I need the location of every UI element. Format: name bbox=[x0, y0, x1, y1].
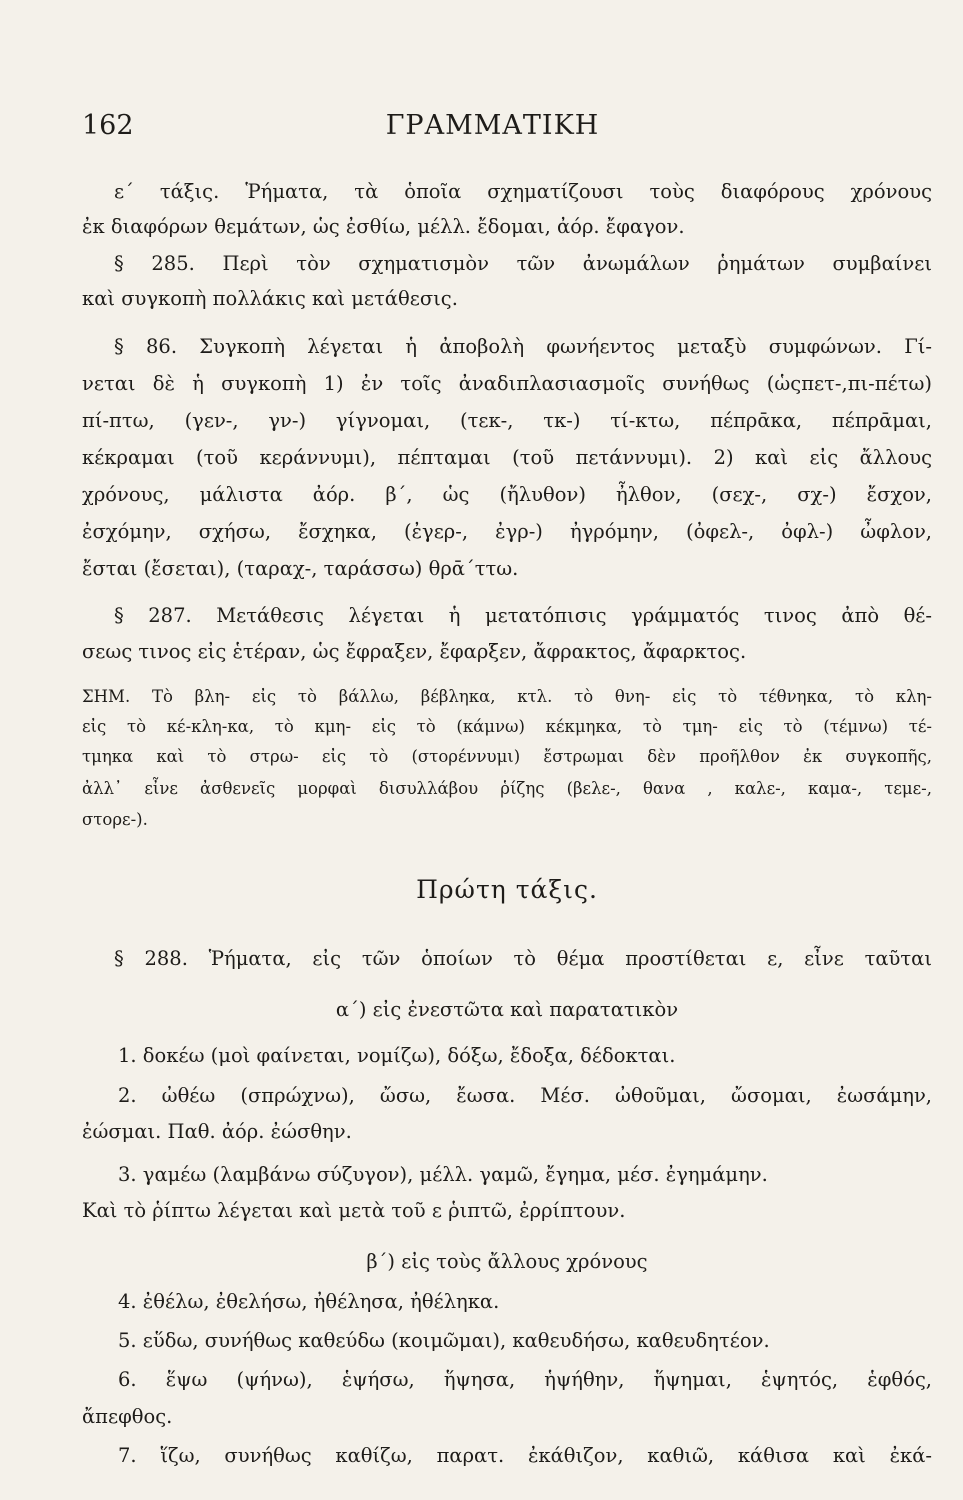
list-item: 3. γαμέω (λαμβάνω σύζυγον), μέλλ. γαμῶ, ἔγημα, μέσ. ἐγημάμην. bbox=[118, 1163, 768, 1186]
list-item: 7. ἵζω, συνήθως καθίζω, παρατ. ἐκάθιζον, καθιῶ, κάθισα καὶ ἐκά- bbox=[118, 1444, 932, 1467]
text-line: Καὶ τὸ ῥίπτω λέγεται καὶ μετὰ τοῦ ε ῥιπτῶ, ἐρρίπτουν. bbox=[82, 1199, 626, 1222]
note-line: στορε-). bbox=[82, 810, 148, 829]
list-item: 4. ἐθέλω, ἐθελήσω, ἠθέλησα, ἠθέληκα. bbox=[118, 1290, 500, 1313]
text-line: ἐσχόμην, σχήσω, ἔσχηκα, (ἐγερ-, ἐγρ-) ἠγρόμην, (ὀφελ-, ὀφλ-) ὦφλον, bbox=[82, 520, 932, 543]
text-line: ε´ τάξις. Ῥήματα, τὰ ὁποῖα σχηματίζουσι τοὺς διαφόρους χρόνους bbox=[114, 180, 932, 203]
text-line: ἄπεφθος. bbox=[82, 1405, 173, 1428]
text-line: κέκραμαι (τοῦ κεράννυμι), πέπταμαι (τοῦ πετάννυμι). 2) καὶ εἰς ἄλλους bbox=[82, 446, 932, 469]
text-line: σεως τινος εἰς ἑτέραν, ὡς ἔφραξεν, ἔφαρξεν, ἄφρακτος, ἄφαρκτος. bbox=[82, 640, 747, 663]
list-item: 5. εὕδω, συνήθως καθεύδω (κοιμῶμαι), καθευδήσω, καθευδητέον. bbox=[118, 1329, 770, 1352]
text-line: ἐώσμαι. Παθ. ἀόρ. ἐώσθην. bbox=[82, 1120, 352, 1143]
list-item: 1. δοκέω (μοὶ φαίνεται, νομίζω), δόξω, ἔδοξα, δέδοκται. bbox=[118, 1044, 676, 1067]
note-line: ΣΗΜ. Τὸ βλη- εἰς τὸ βάλλω, βέβληκα, κτλ. τὸ θνη- εἰς τὸ τέθνηκα, τὸ κλη- bbox=[82, 687, 932, 706]
running-header bbox=[82, 110, 903, 150]
note-line: ἀλλ᾽ εἶνε ἀσθενεῖς μορφαὶ δισυλλάβου ῥίζης (βελε-, θανα , καλε-, καμα-, τεμε-, bbox=[82, 779, 932, 798]
text-line: § 287. Μετάθεσις λέγεται ἡ μετατόπισις γράμματός τινος ἀπὸ θέ- bbox=[114, 604, 932, 627]
note-line: τμηκα καὶ τὸ στρω- εἰς τὸ (στορέννυμι) ἔστρωμαι δὲν προῆλθον ἐκ συγκοπῆς, bbox=[82, 747, 932, 766]
subsection-heading: α´) εἰς ἐνεστῶτα καὶ παρατατικὸν bbox=[335, 998, 679, 1021]
text-line: ἐκ διαφόρων θεμάτων, ὡς ἐσθίω, μέλλ. ἔδομαι, ἀόρ. ἔφαγον. bbox=[82, 215, 685, 238]
text-line: ἔσται (ἔσεται), (ταραχ-, ταράσσω) θρᾱ´ττω. bbox=[82, 557, 519, 580]
text-line: § 86. Συγκοπὴ λέγεται ἡ ἀποβολὴ φωνήεντος μεταξὺ συμφώνων. Γί- bbox=[114, 335, 932, 358]
text-line: πί-πτω, (γεν-, γν-) γίγνομαι, (τεκ-, τκ-) τί-κτω, πέπρᾱκα, πέπρᾱμαι, bbox=[82, 409, 932, 432]
list-item: 6. ἕψω (ψήνω), ἑψήσω, ἥψησα, ἡψήθην, ἥψημαι, ἑψητός, ἑφθός, bbox=[118, 1368, 932, 1391]
note-line: εἰς τὸ κέ-κλη-κα, τὸ κμη- εἰς τὸ (κάμνω) κέκμηκα, τὸ τμη- εἰς τὸ (τέμνω) τέ- bbox=[82, 717, 932, 736]
page-number: 162 bbox=[82, 110, 134, 141]
subsection-heading: β´) εἰς τοὺς ἄλλους χρόνους bbox=[366, 1250, 648, 1273]
running-title: ΓΡΑΜΜΑΤΙΚΗ bbox=[385, 110, 600, 141]
text-line: χρόνους, μάλιστα ἀόρ. β´, ὡς (ἤλυθον) ἦλθον, (σεχ-, σχ-) ἔσχον, bbox=[82, 483, 932, 506]
text-line: νεται δὲ ἡ συγκοπὴ 1) ἐν τοῖς ἀναδιπλασιασμοῖς συνήθως (ὡςπετ-,πι-πέτω) bbox=[82, 372, 932, 395]
section-title: Πρώτη τάξις. bbox=[416, 875, 598, 904]
text-line: καὶ συγκοπὴ πολλάκις καὶ μετάθεσις. bbox=[82, 287, 458, 310]
text-line: § 288. Ῥήματα, εἰς τῶν ὁποίων τὸ θέμα προστίθεται ε, εἶνε ταῦται bbox=[114, 947, 932, 970]
text-line: § 285. Περὶ τὸν σχηματισμὸν τῶν ἀνωμάλων ῥημάτων συμβαίνει bbox=[114, 252, 932, 275]
list-item: 2. ὠθέω (σπρώχνω), ὤσω, ἔωσα. Μέσ. ὠθοῦμαι, ὤσομαι, ἐωσάμην, bbox=[118, 1084, 932, 1107]
